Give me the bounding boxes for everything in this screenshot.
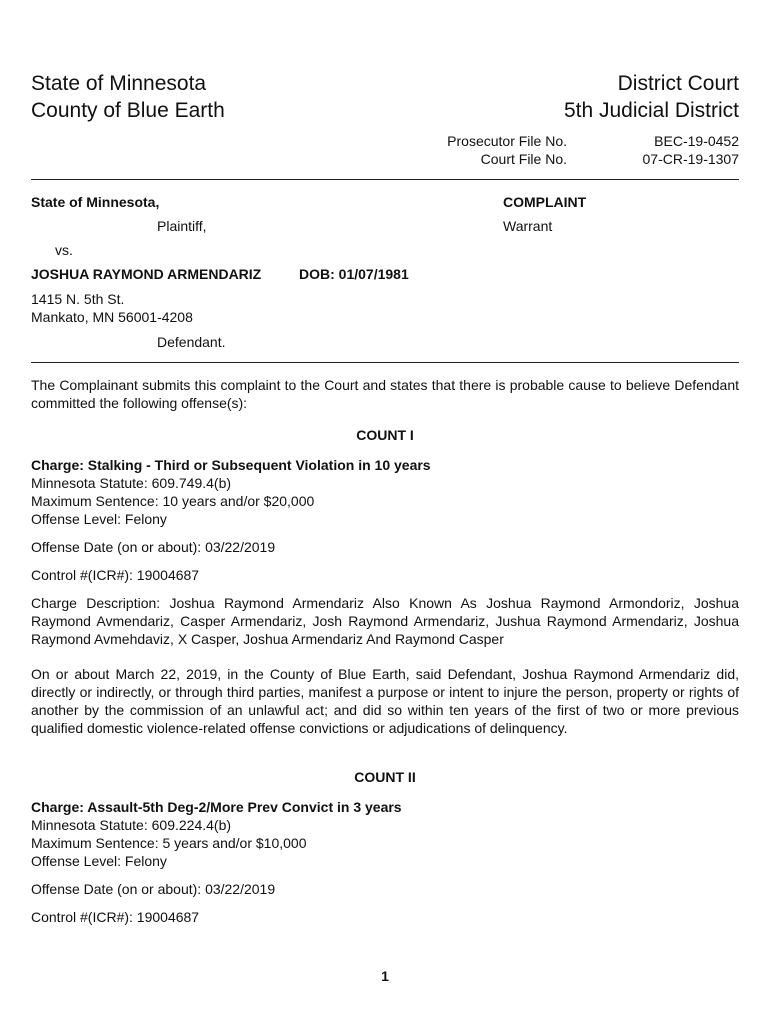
count-1-narrative: On or about March 22, 2019, in the County of Blue Earth, said Defendant, Joshua Raymond Armendariz did, directly or indirectly, or through third parties, manifest a purpose or intent to injure the person, property or rights of another by the commission of an unlawful act; and did so within ten years of the first of two or more previous qualified domestic violence-related offense convictions or adjudications of delinquency. [31,666,739,736]
intro-paragraph: The Complainant submits this complaint to the Court and states that there is probable cause to believe Defendant committed the following offense(s): [31,377,739,411]
document-type: COMPLAINT [503,194,587,210]
count-1-max-sentence: Maximum Sentence: 10 years and/or $20,000 [31,493,315,509]
prosecutor-file-value: BEC-19-0452 [654,133,739,149]
count-2-heading: COUNT II [354,769,416,785]
district-heading: 5th Judicial District [563,99,739,122]
count-1-heading: COUNT I [356,427,414,443]
count-2-offense-date: Offense Date (on or about): 03/22/2019 [31,881,276,897]
count-2-control-number: Control #(ICR#): 19004687 [31,909,200,925]
court-file-label: Court File No. [480,151,567,167]
caption-divider [31,362,739,363]
header-divider [31,179,739,180]
count-1-offense-date: Offense Date (on or about): 03/22/2019 [31,539,276,555]
count-2-max-sentence: Maximum Sentence: 5 years and/or $10,000 [31,835,307,851]
page-number: 1 [381,968,389,984]
count-1-statute: Minnesota Statute: 609.749.4(b) [31,475,232,491]
plaintiff-role: Plaintiff, [157,218,207,234]
plaintiff-name: State of Minnesota, [31,194,160,210]
defendant-role: Defendant. [157,334,226,350]
defendant-dob: DOB: 01/07/1981 [299,266,409,282]
county-heading: County of Blue Earth [31,99,225,122]
count-2-charge: Charge: Assault-5th Deg-2/More Prev Convict in 3 years [31,799,402,815]
count-1-offense-level: Offense Level: Felony [31,511,167,527]
prosecutor-file-label: Prosecutor File No. [447,133,567,149]
count-1-control-number: Control #(ICR#): 19004687 [31,567,200,583]
court-file-value: 07-CR-19-1307 [642,151,739,167]
address-line-1: 1415 N. 5th St. [31,291,125,307]
court-heading: District Court [617,72,739,95]
defendant-name: JOSHUA RAYMOND ARMENDARIZ [31,266,262,282]
count-2-offense-level: Offense Level: Felony [31,853,167,869]
count-2-statute: Minnesota Statute: 609.224.4(b) [31,817,232,833]
count-1-charge: Charge: Stalking - Third or Subsequent Violation in 10 years [31,457,431,473]
count-1-description: Charge Description: Joshua Raymond Armendariz Also Known As Joshua Raymond Armondoriz, Joshua Raymond Avmendariz, Casper Armendariz, Josh Raymond Armendariz, Jushua Raymond Armendariz, Joshua Raymond Avmehdaviz, X Casper, Joshua Armendariz And Raymond Casper [31,595,739,647]
address-line-2: Mankato, MN 56001-4208 [31,309,193,325]
document-subtype: Warrant [503,218,553,234]
versus-label: vs. [55,242,73,258]
state-heading: State of Minnesota [31,72,207,95]
